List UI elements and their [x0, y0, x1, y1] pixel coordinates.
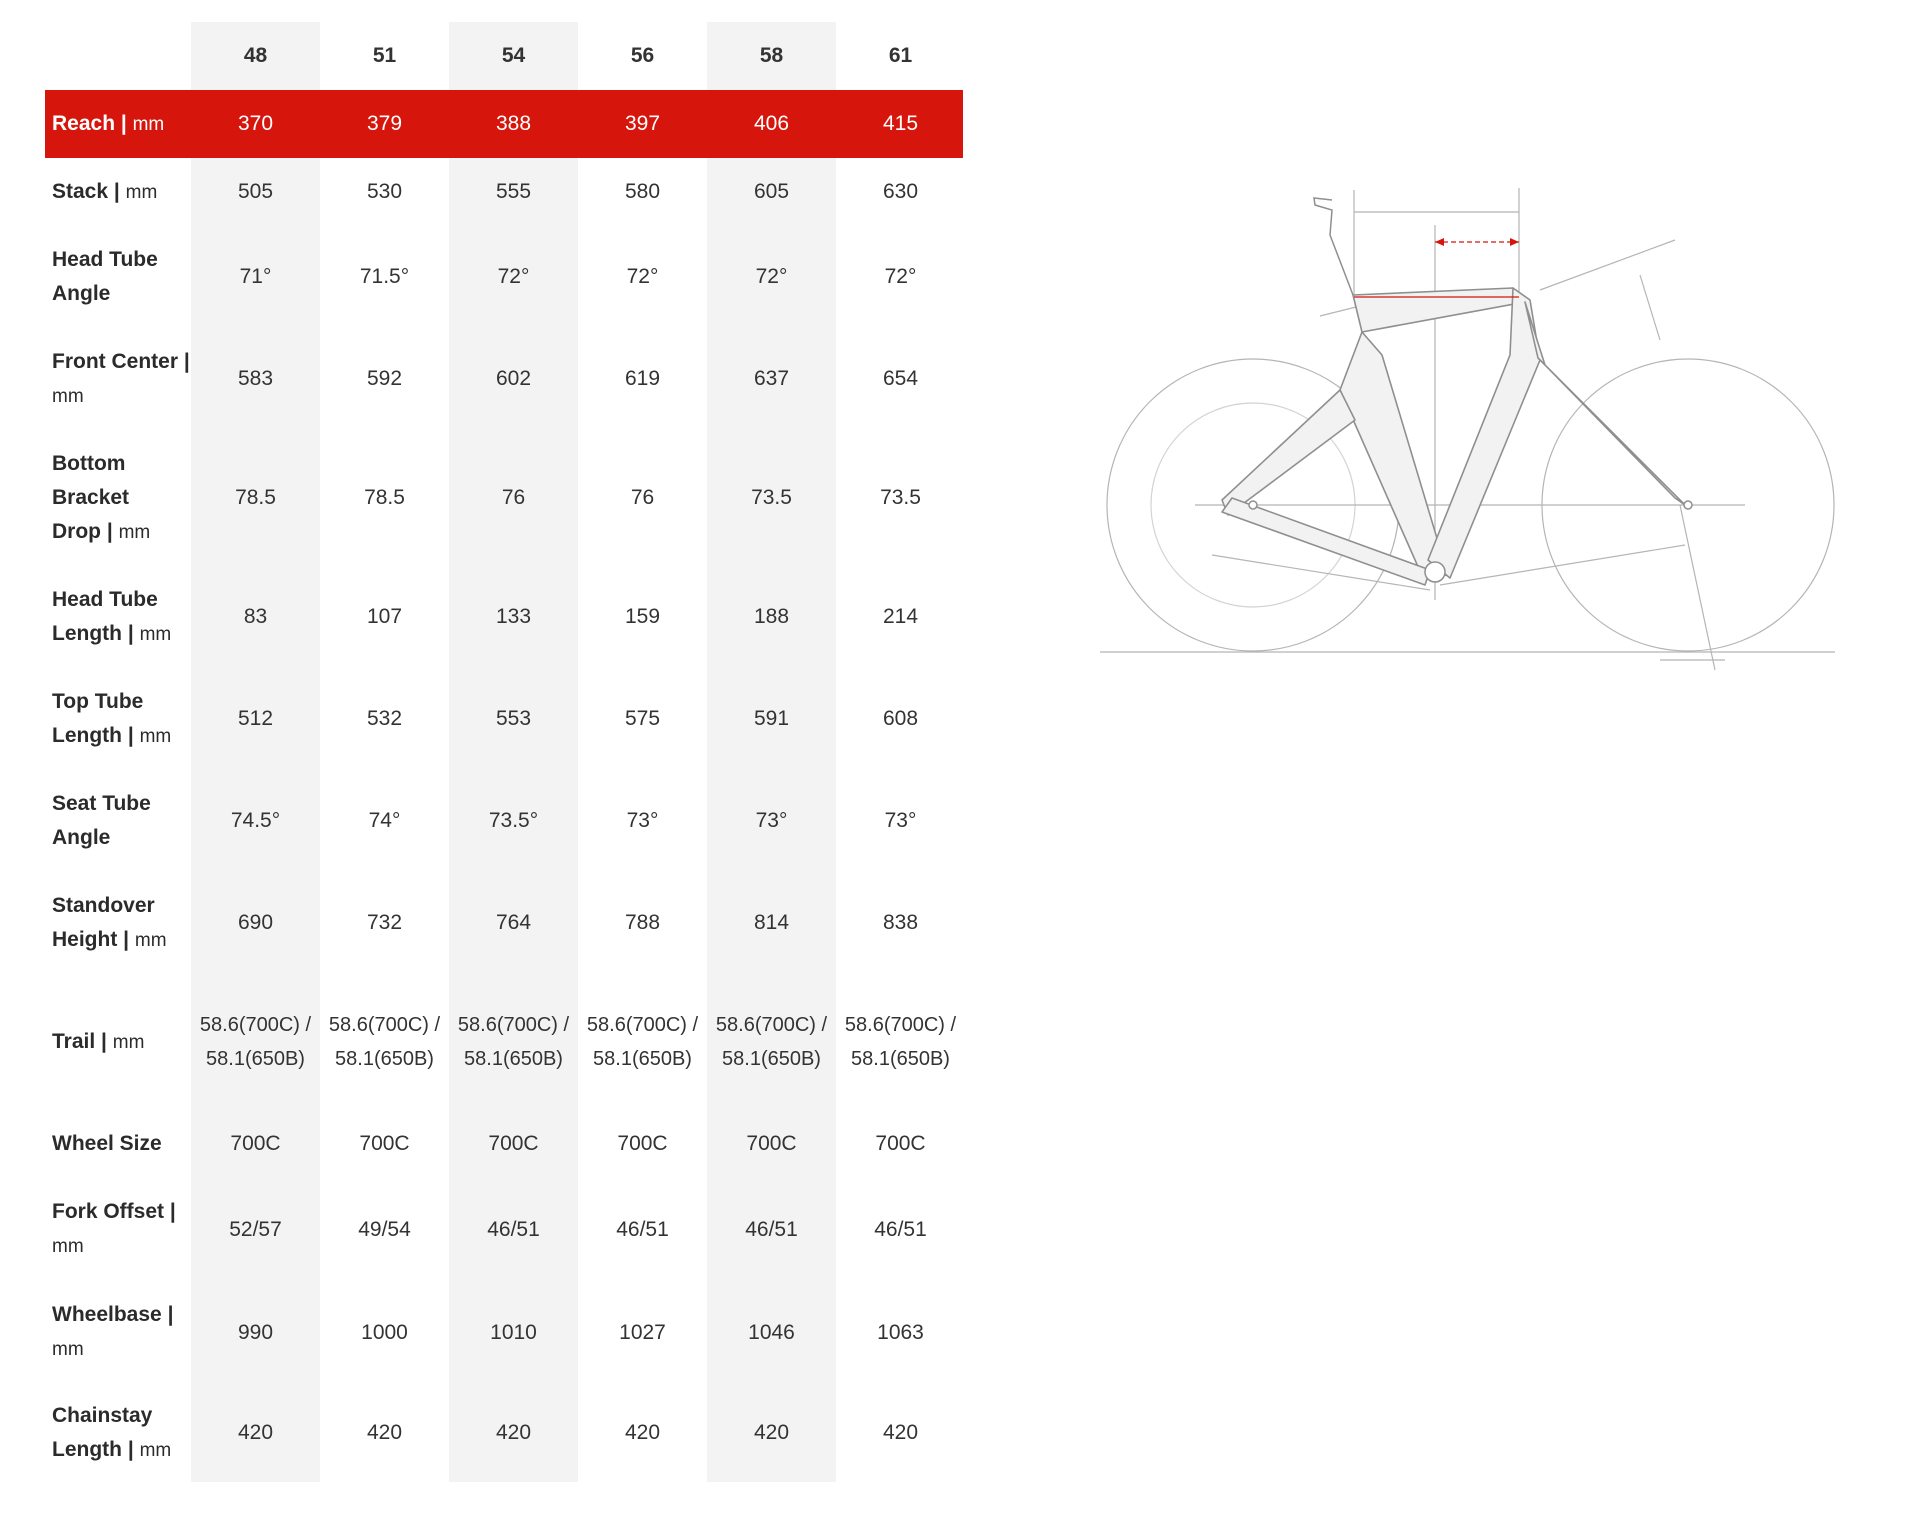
- size-header: 58: [759, 44, 784, 67]
- table-cell: 530: [366, 180, 403, 203]
- table-cell: 619: [624, 367, 661, 390]
- table-cell: 532: [366, 707, 403, 730]
- table-cell: 512: [237, 707, 274, 730]
- table-cell: 420: [882, 1421, 919, 1444]
- row-label: Stack | mm: [52, 179, 158, 203]
- row-label: Head Tube Length | mm: [52, 587, 172, 645]
- table-cell: 814: [753, 911, 790, 934]
- table-row-fork-offset: [45, 1178, 963, 1281]
- table-cell: 1010: [490, 1320, 537, 1344]
- table-cell: 654: [882, 367, 919, 390]
- table-cell: 580: [624, 180, 661, 203]
- table-row-seat-tube-angle: [45, 770, 963, 872]
- table-cell: 74.5°: [230, 809, 281, 832]
- table-row-head-tube-angle: [45, 226, 963, 328]
- row-label-text: Fork Offset: [52, 1200, 165, 1223]
- size-header-row: [45, 22, 963, 90]
- row-label-text: Stack: [52, 179, 109, 203]
- table-cell: 73°: [884, 809, 917, 832]
- seat-angle-extension: [1320, 306, 1360, 316]
- table-row-chainstay-length: [45, 1384, 963, 1482]
- table-cell: 58.6(700C) / 58.1(650B): [715, 1014, 828, 1070]
- table-cell: 1046: [748, 1320, 795, 1344]
- row-label-text: Seat Tube Angle: [52, 792, 151, 849]
- table-cell: 83: [243, 605, 268, 628]
- table-cell: 46/51: [616, 1217, 669, 1241]
- fork: [1525, 302, 1685, 505]
- table-cell: 990: [237, 1320, 274, 1344]
- table-cell: 420: [237, 1421, 274, 1444]
- table-cell: 1000: [361, 1320, 408, 1344]
- table-cell: 159: [624, 605, 661, 628]
- bike-frame: [1222, 288, 1685, 585]
- row-unit: mm: [112, 1031, 145, 1053]
- row-unit: mm: [134, 929, 167, 951]
- table-cell: 74°: [368, 809, 401, 832]
- head-tube-length-dimension: [1640, 275, 1660, 340]
- head-tube-length-extension: [1540, 240, 1675, 290]
- row-label: Front Center | mm: [52, 349, 190, 407]
- reach-arrow-left: [1435, 238, 1444, 246]
- row-label: [52, 1110, 192, 1178]
- table-cell: 1027: [619, 1320, 666, 1344]
- size-header: 48: [243, 44, 268, 67]
- row-label: Top Tube Length | mm: [52, 689, 172, 747]
- table-row-reach: [45, 90, 963, 158]
- table-cell: 133: [495, 605, 532, 628]
- trail-line: [1680, 505, 1715, 670]
- table-cell: 397: [624, 112, 661, 135]
- table-cell: 700C: [488, 1132, 539, 1155]
- reach-arrow-right: [1510, 238, 1519, 246]
- row-label: Wheelbase | mm: [52, 1303, 174, 1360]
- table-row-stack: [45, 158, 963, 226]
- table-row-bottom-bracket-drop: [45, 430, 963, 566]
- size-header: 54: [501, 44, 526, 67]
- row-unit: mm: [52, 1339, 84, 1360]
- row-unit: mm: [139, 623, 172, 645]
- table-cell: 732: [366, 911, 403, 934]
- rear-axle: [1249, 501, 1257, 509]
- table-cell: 420: [366, 1421, 403, 1444]
- row-label-text: Top Tube Length: [52, 689, 144, 747]
- row-unit: mm: [139, 725, 172, 747]
- row-label-text: Wheel Size: [52, 1132, 162, 1155]
- table-cell: 46/51: [874, 1217, 927, 1241]
- row-label-text: Bottom Bracket Drop: [52, 451, 130, 543]
- seatpost-line: [1314, 198, 1353, 295]
- table-row-trail: [45, 974, 963, 1110]
- top-tube: [1353, 288, 1525, 332]
- table-cell: 71.5°: [359, 265, 410, 288]
- table-cell: 553: [495, 707, 532, 730]
- size-header: 56: [630, 44, 655, 67]
- row-label: [52, 770, 192, 872]
- table-cell: 415: [882, 112, 919, 135]
- table-cell: 73.5: [751, 486, 792, 509]
- row-unit: mm: [139, 1439, 172, 1461]
- table-cell: 605: [753, 180, 790, 203]
- table-cell: 420: [753, 1421, 790, 1444]
- table-cell: 630: [882, 180, 919, 203]
- table-cell: 49/54: [358, 1217, 411, 1241]
- row-label-text: Wheelbase: [52, 1303, 162, 1326]
- table-row-wheel-size: [45, 1110, 963, 1178]
- table-cell: 214: [882, 605, 919, 628]
- table-cell: 58.6(700C) / 58.1(650B): [844, 1014, 957, 1070]
- row-unit: mm: [52, 1236, 84, 1257]
- row-unit: mm: [132, 113, 165, 135]
- table-cell: 52/57: [229, 1217, 282, 1241]
- table-cell: 505: [237, 180, 274, 203]
- table-cell: 788: [624, 911, 661, 934]
- table-row-front-center: [45, 328, 963, 430]
- table-cell: 690: [237, 911, 274, 934]
- table-cell: 72°: [884, 265, 917, 288]
- table-cell: 575: [624, 707, 661, 730]
- row-unit: mm: [125, 181, 158, 203]
- size-header: 61: [888, 44, 913, 67]
- bike-geometry-diagram: [1100, 180, 1840, 680]
- row-label-text: Chainstay Length: [52, 1403, 153, 1461]
- front-axle: [1684, 501, 1692, 509]
- row-unit: mm: [118, 521, 151, 543]
- table-cell: 78.5: [235, 486, 276, 509]
- table-cell: 46/51: [487, 1217, 540, 1241]
- table-cell: 58.6(700C) / 58.1(650B): [328, 1014, 441, 1070]
- row-label-text: Front Center: [52, 349, 178, 373]
- table-row-head-tube-length: [45, 566, 963, 668]
- table-cell: 73.5°: [488, 809, 539, 832]
- table-cell: 420: [624, 1421, 661, 1444]
- row-label-text: Reach: [52, 111, 116, 135]
- table-cell: 78.5: [364, 486, 405, 509]
- table-cell: 72°: [626, 265, 659, 288]
- row-label: Chainstay Length | mm: [52, 1403, 172, 1461]
- row-label-text: Head Tube Angle: [52, 248, 158, 305]
- table-cell: 73°: [755, 809, 788, 832]
- table-cell: 107: [366, 605, 403, 628]
- table-cell: 388: [495, 112, 532, 135]
- row-label: Standover Height | mm: [52, 893, 167, 951]
- table-cell: 58.6(700C) / 58.1(650B): [586, 1014, 699, 1070]
- table-cell: 555: [495, 180, 532, 203]
- size-header: 51: [372, 44, 397, 67]
- table-cell: 700C: [746, 1132, 797, 1155]
- row-label: [52, 226, 192, 328]
- table-cell: 592: [366, 367, 403, 390]
- row-unit: mm: [52, 385, 84, 407]
- table-cell: 379: [366, 112, 403, 135]
- table-cell: 46/51: [745, 1217, 798, 1241]
- table-cell: 58.6(700C) / 58.1(650B): [457, 1014, 570, 1070]
- row-label: Fork Offset | mm: [52, 1200, 176, 1257]
- seatpost: [1314, 198, 1353, 295]
- down-tube: [1428, 288, 1540, 578]
- row-label-text: Standover Height: [52, 893, 155, 951]
- table-cell: 700C: [617, 1132, 668, 1155]
- table-cell: 1063: [877, 1320, 924, 1344]
- table-cell: 608: [882, 707, 919, 730]
- table-cell: 420: [495, 1421, 532, 1444]
- table-cell: 58.6(700C) / 58.1(650B): [199, 1014, 312, 1070]
- table-row-top-tube-length: [45, 668, 963, 770]
- table-cell: 406: [753, 112, 790, 135]
- table-row-standover-height: [45, 872, 963, 974]
- row-label-text: Trail: [52, 1029, 96, 1053]
- table-cell: 188: [753, 605, 790, 628]
- table-cell: 637: [753, 367, 790, 390]
- table-cell: 73.5: [880, 486, 921, 509]
- table-cell: 71°: [239, 265, 272, 288]
- bottom-bracket: [1425, 562, 1445, 582]
- table-cell: 370: [237, 112, 274, 135]
- row-label: Reach | mm: [52, 111, 165, 135]
- table-cell: 72°: [497, 265, 530, 288]
- table-cell: 591: [753, 707, 790, 730]
- table-cell: 72°: [755, 265, 788, 288]
- table-cell: 838: [882, 911, 919, 934]
- geometry-table: [45, 22, 963, 1482]
- table-cell: 700C: [230, 1132, 281, 1155]
- table-cell: 700C: [875, 1132, 926, 1155]
- table-cell: 700C: [359, 1132, 410, 1155]
- row-label: Trail | mm: [52, 1029, 145, 1053]
- table-cell: 76: [630, 486, 655, 509]
- table-cell: 583: [237, 367, 274, 390]
- table-row-wheelbase: [45, 1281, 963, 1384]
- row-label-text: Head Tube Length: [52, 587, 158, 645]
- row-label: Bottom Bracket Drop | mm: [52, 451, 151, 543]
- table-cell: 76: [501, 486, 526, 509]
- table-cell: 73°: [626, 809, 659, 832]
- table-cell: 764: [495, 911, 532, 934]
- table-cell: 602: [495, 367, 532, 390]
